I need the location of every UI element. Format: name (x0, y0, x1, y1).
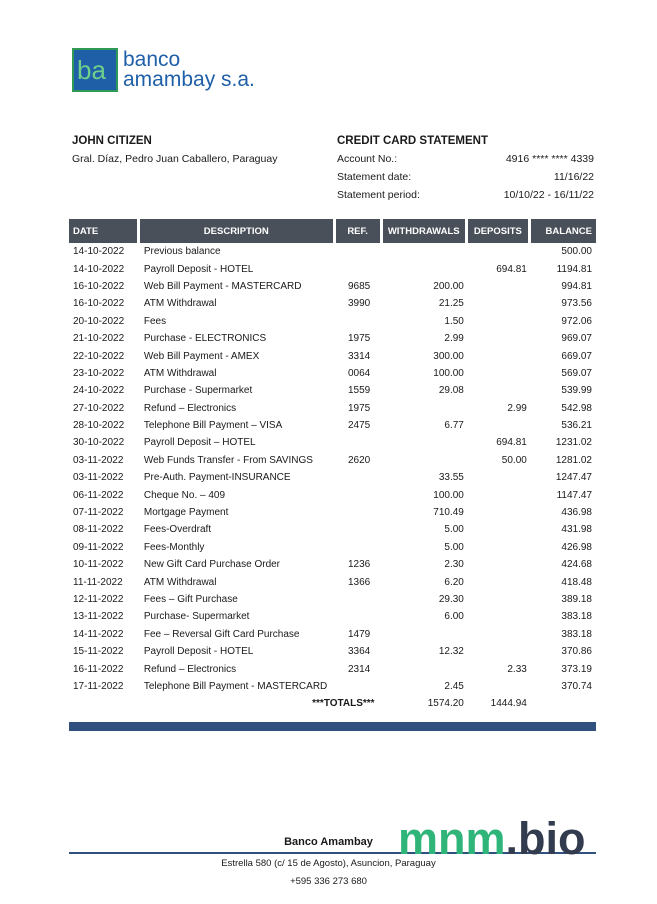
table-row (69, 608, 596, 625)
cell-balance: 542.98 (561, 402, 592, 414)
cell-date: 21-10-2022 (73, 333, 125, 345)
logo-text (123, 50, 255, 90)
cell-balance: 383.18 (561, 628, 592, 640)
cell-balance: 436.98 (561, 507, 592, 519)
cell-description: Payroll Deposit – HOTEL (143, 437, 256, 449)
cell-withdrawals: 29.08 (438, 385, 464, 397)
cell-date: 16-10-2022 (73, 298, 125, 310)
cell-balance: 1247.47 (555, 472, 592, 484)
cell-deposits (468, 626, 531, 643)
footer-phone: +595 336 273 680 (290, 876, 367, 887)
cell-deposits (468, 591, 531, 608)
header-withdrawals: WITHDRAWALS (383, 219, 468, 243)
cell-ref (336, 260, 383, 277)
cell-description: Fee – Reversal Gift Card Purchase (143, 628, 300, 640)
cell-balance: 373.19 (561, 663, 592, 675)
cell-date: 23-10-2022 (73, 367, 125, 379)
cell-date: 07-11-2022 (73, 507, 124, 519)
cell-deposits (468, 295, 531, 312)
cell-date: 12-11-2022 (73, 594, 124, 605)
statement-detail-row (337, 153, 594, 165)
cell-ref (336, 243, 383, 260)
cell-withdrawals: 100.00 (433, 367, 464, 379)
table-row (69, 382, 596, 399)
table-row (69, 643, 596, 660)
cell-ref: 9685 (347, 280, 371, 292)
cell-description: Fees – Gift Purchase (143, 594, 238, 605)
cell-withdrawals: 33.55 (438, 472, 464, 484)
table-row (69, 295, 596, 312)
cell-deposits: 2.99 (507, 402, 527, 414)
cell-balance: 389.18 (561, 594, 592, 605)
totals-withdrawals: 1574.20 (427, 698, 464, 710)
watermark-part-1: mnm (398, 813, 506, 864)
cell-deposits (468, 313, 531, 330)
cell-withdrawals: 21.25 (438, 298, 464, 310)
cell-description: Mortgage Payment (143, 507, 229, 519)
cell-description: Payroll Deposit - HOTEL (143, 263, 254, 275)
cell-description: Web Bill Payment - MASTERCARD (143, 280, 302, 292)
cell-description: New Gift Card Purchase Order (143, 559, 281, 571)
statement-detail-value: 11/16/22 (553, 171, 594, 183)
table-row (69, 278, 596, 295)
table-row (69, 591, 596, 608)
cell-withdrawals: 710.49 (433, 507, 464, 519)
table-row (69, 486, 596, 503)
cell-ref: 3990 (347, 298, 371, 310)
table-row (69, 660, 596, 677)
cell-withdrawals: 2.99 (444, 333, 464, 345)
cell-balance: 370.74 (561, 680, 592, 692)
header-date: DATE (69, 219, 140, 243)
logo-mark-text: ba (77, 55, 106, 85)
cell-balance: 370.86 (561, 646, 592, 658)
table-row (69, 347, 596, 364)
statement-detail-value: 10/10/22 - 16/11/22 (503, 189, 594, 201)
cell-withdrawals: 2.45 (444, 680, 464, 692)
cell-description: ATM Withdrawal (143, 298, 217, 310)
footer-address: Estrella 580 (c/ 15 de Agosto), Asuncion, Paraguay (221, 858, 436, 869)
statement-detail-label: Statement date: (337, 171, 412, 183)
cell-deposits (468, 643, 531, 660)
table-header-row (69, 219, 596, 243)
customer-name: JOHN CITIZEN (72, 135, 152, 147)
cell-withdrawals: 29.30 (438, 594, 464, 605)
cell-deposits (468, 347, 531, 364)
cell-date: 17-11-2022 (73, 680, 124, 692)
cell-deposits (468, 469, 531, 486)
cell-description: Purchase- Supermarket (143, 611, 250, 623)
cell-description: Web Bill Payment - AMEX (143, 350, 260, 362)
cell-withdrawals: 5.00 (444, 524, 464, 536)
cell-withdrawals: 6.20 (444, 576, 464, 588)
table-row (69, 521, 596, 538)
cell-balance: 969.07 (561, 333, 592, 345)
totals-deposits: 1444.94 (490, 698, 527, 710)
cell-date: 14-10-2022 (73, 263, 125, 275)
cell-deposits (468, 417, 531, 434)
cell-ref (336, 608, 383, 625)
cell-ref (336, 521, 383, 538)
cell-deposits (468, 573, 531, 590)
cell-ref (336, 678, 383, 695)
cell-description: Fees-Monthly (143, 541, 205, 553)
logo-line-2: amambay s.a. (123, 68, 255, 91)
cell-balance: 539.99 (561, 385, 592, 397)
cell-ref: 1479 (347, 628, 371, 640)
cell-description: Fees-Overdraft (143, 524, 212, 536)
header-description: DESCRIPTION (140, 219, 336, 243)
cell-ref: 2314 (347, 663, 371, 675)
cell-balance: 426.98 (561, 541, 592, 553)
cell-deposits (468, 521, 531, 538)
header-deposits: DEPOSITS (468, 219, 531, 243)
cell-ref: 1975 (347, 402, 371, 414)
cell-date: 16-11-2022 (73, 663, 124, 675)
cell-description: Fees (143, 315, 167, 327)
watermark (398, 814, 586, 864)
cell-deposits (468, 678, 531, 695)
cell-deposits (468, 486, 531, 503)
statement-title: CREDIT CARD STATEMENT (337, 135, 488, 147)
table-row (69, 469, 596, 486)
table-row (69, 313, 596, 330)
cell-date: 28-10-2022 (73, 420, 125, 432)
cell-withdrawals: 12.32 (438, 646, 464, 658)
cell-date: 24-10-2022 (73, 385, 125, 397)
cell-withdrawals: 300.00 (433, 350, 464, 362)
cell-withdrawals: 5.00 (444, 541, 464, 553)
cell-description: Web Funds Transfer - From SAVINGS (143, 454, 313, 466)
cell-balance: 500.00 (561, 246, 592, 258)
cell-date: 13-11-2022 (73, 611, 124, 623)
cell-withdrawals: 200.00 (433, 280, 464, 292)
cell-deposits (468, 382, 531, 399)
cell-balance: 972.06 (561, 315, 592, 327)
table-row (69, 539, 596, 556)
table-row (69, 573, 596, 590)
cell-balance: 669.07 (561, 350, 592, 362)
footer-bank-name: Banco Amambay (284, 836, 373, 848)
cell-ref: 2475 (347, 420, 371, 432)
cell-deposits (468, 365, 531, 382)
cell-deposits: 50.00 (501, 454, 527, 466)
cell-date: 09-11-2022 (73, 541, 124, 553)
cell-date: 14-11-2022 (73, 628, 124, 640)
cell-deposits (468, 330, 531, 347)
cell-balance: 994.81 (561, 280, 592, 292)
cell-date: 30-10-2022 (73, 437, 125, 449)
table-row (69, 243, 596, 260)
table-row (69, 504, 596, 521)
cell-withdrawals: 6.00 (444, 611, 464, 623)
header-ref: REF. (336, 219, 383, 243)
cell-description: Cheque No. – 409 (143, 489, 226, 501)
cell-withdrawals (383, 452, 468, 469)
cell-ref (336, 539, 383, 556)
cell-description: ATM Withdrawal (143, 367, 217, 379)
totals-label: ***TOTALS*** (312, 698, 375, 710)
cell-withdrawals: 1.50 (444, 315, 464, 327)
cell-withdrawals (383, 260, 468, 277)
statement-detail-row (337, 189, 594, 201)
cell-balance: 424.68 (561, 559, 592, 571)
cell-balance: 431.98 (561, 524, 592, 536)
cell-date: 22-10-2022 (73, 350, 125, 362)
cell-withdrawals (383, 400, 468, 417)
cell-ref (336, 313, 383, 330)
cell-description: Telephone Bill Payment – VISA (143, 420, 283, 432)
cell-deposits (468, 608, 531, 625)
cell-balance: 1281.02 (555, 454, 592, 466)
cell-ref (336, 469, 383, 486)
statement-detail-value: 4916 **** **** 4339 (505, 153, 594, 165)
cell-balance: 1194.81 (556, 263, 592, 275)
cell-ref: 1366 (347, 576, 371, 588)
cell-withdrawals: 100.00 (433, 489, 464, 501)
cell-date: 11-11-2022 (73, 576, 123, 588)
cell-balance: 418.48 (561, 576, 592, 588)
cell-ref: 1975 (347, 333, 371, 345)
cell-description: Refund – Electronics (143, 402, 237, 414)
cell-description: ATM Withdrawal (143, 576, 217, 588)
statement-detail-row (337, 171, 594, 183)
cell-description: Payroll Deposit - HOTEL (143, 646, 254, 658)
table-row (69, 556, 596, 573)
cell-description: Previous balance (143, 246, 221, 258)
cell-ref: 1236 (347, 559, 371, 571)
cell-description: Pre-Auth. Payment-INSURANCE (143, 472, 291, 484)
cell-date: 03-11-2022 (73, 472, 124, 484)
cell-date: 27-10-2022 (73, 402, 125, 414)
cell-balance: 569.07 (561, 367, 592, 379)
cell-balance: 536.21 (561, 420, 592, 432)
bank-logo (72, 48, 255, 92)
cell-withdrawals (383, 243, 468, 260)
cell-date: 10-11-2022 (73, 559, 124, 571)
cell-description: Purchase - ELECTRONICS (143, 333, 267, 345)
cell-withdrawals (383, 434, 468, 451)
cell-deposits (468, 504, 531, 521)
cell-balance: 973.56 (561, 298, 592, 310)
table-row (69, 365, 596, 382)
cell-balance: 1231.02 (555, 437, 592, 449)
cell-balance: 1147.47 (556, 489, 592, 501)
bottom-divider-bar (69, 722, 596, 731)
cell-ref: 3364 (347, 646, 371, 658)
cell-withdrawals: 6.77 (444, 420, 464, 432)
cell-ref: 2620 (347, 454, 371, 466)
totals-row (69, 695, 596, 712)
cell-ref (336, 591, 383, 608)
cell-deposits: 694.81 (496, 263, 527, 275)
cell-deposits (468, 539, 531, 556)
cell-date: 08-11-2022 (73, 524, 124, 536)
cell-deposits: 2.33 (507, 663, 527, 675)
cell-balance: 383.18 (561, 611, 592, 623)
cell-ref: 0064 (347, 367, 371, 379)
table-body (69, 243, 596, 695)
cell-deposits (468, 556, 531, 573)
cell-deposits: 694.81 (496, 437, 527, 449)
table-row (69, 400, 596, 417)
cell-deposits (468, 243, 531, 260)
totals-balance (531, 695, 596, 712)
table-row (69, 434, 596, 451)
table-row (69, 417, 596, 434)
logo-mark (72, 48, 118, 92)
cell-date: 20-10-2022 (73, 315, 125, 327)
cell-description: Refund – Electronics (143, 663, 237, 675)
logo-line-1: banco (123, 48, 181, 71)
table-row (69, 626, 596, 643)
statement-detail-label: Account No.: (337, 153, 398, 165)
watermark-part-2: .bio (505, 813, 586, 864)
cell-ref: 1559 (347, 385, 371, 397)
cell-ref (336, 434, 383, 451)
cell-description: Purchase - Supermarket (143, 385, 253, 397)
table-row (69, 678, 596, 695)
cell-ref: 3314 (347, 350, 371, 362)
table-row (69, 330, 596, 347)
cell-deposits (468, 278, 531, 295)
customer-address: Gral. Díaz, Pedro Juan Caballero, Paraguay (72, 153, 278, 165)
table-row (69, 260, 596, 277)
transactions-table (69, 219, 596, 713)
table-row (69, 452, 596, 469)
cell-withdrawals: 2.30 (444, 559, 464, 571)
statement-detail-label: Statement period: (337, 189, 420, 201)
cell-date: 06-11-2022 (73, 489, 124, 501)
header-balance: BALANCE (531, 219, 596, 243)
cell-withdrawals (383, 626, 468, 643)
cell-withdrawals (383, 660, 468, 677)
cell-date: 03-11-2022 (73, 454, 124, 466)
cell-description: Telephone Bill Payment - MASTERCARD (143, 680, 328, 692)
cell-date: 14-10-2022 (73, 246, 125, 258)
cell-ref (336, 504, 383, 521)
cell-date: 15-11-2022 (73, 646, 124, 658)
cell-ref (336, 486, 383, 503)
cell-date: 16-10-2022 (73, 280, 125, 292)
